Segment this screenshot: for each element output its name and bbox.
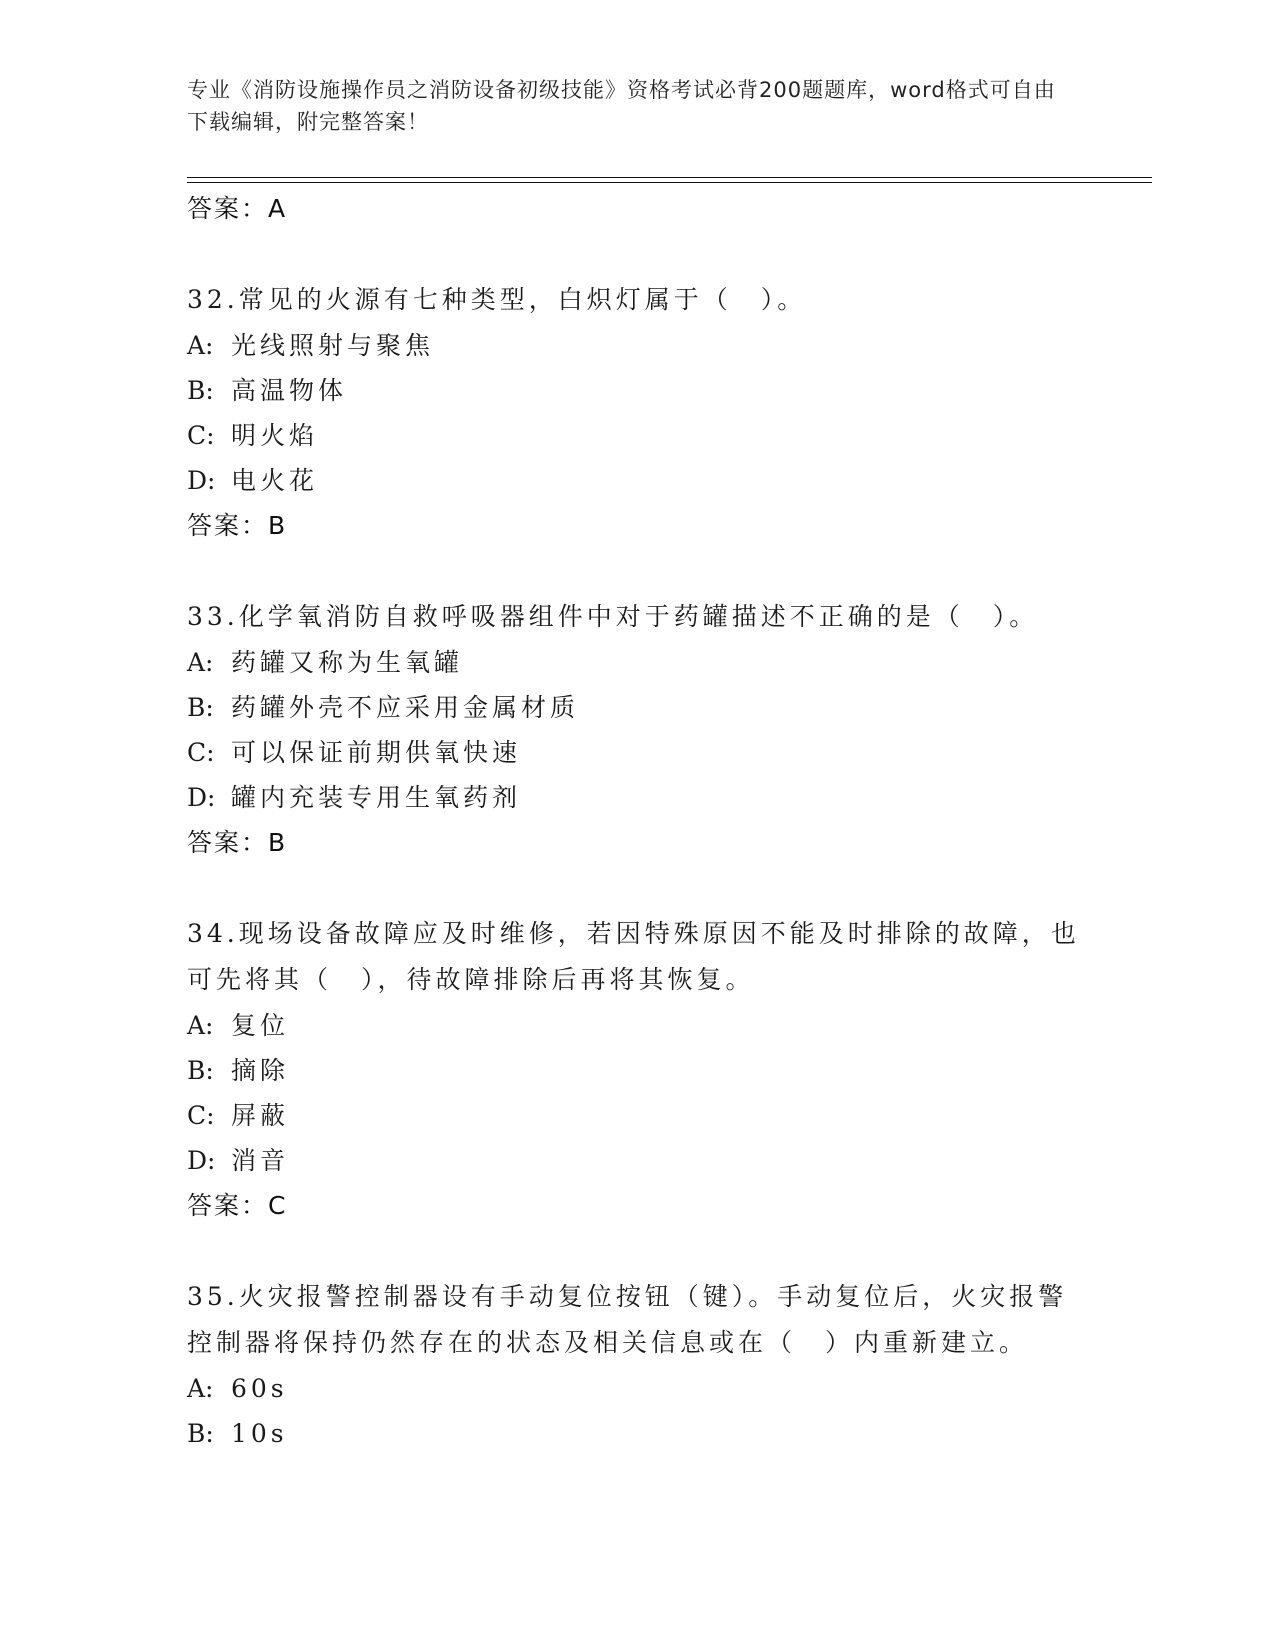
document-header: 专业《消防设施操作员之消防设备初级技能》资格考试必背200题题库，word格式可自由下载编辑，附完整答案！ bbox=[187, 78, 1056, 134]
answer-line-31 bbox=[187, 186, 1087, 232]
option-label: A: bbox=[187, 1374, 214, 1403]
option-text: 复位 bbox=[231, 1011, 290, 1040]
option-label: B: bbox=[187, 1419, 214, 1448]
option-text: 可以保证前期供氧快速 bbox=[231, 738, 522, 767]
option-text: 高温物体 bbox=[231, 376, 348, 405]
question-34 bbox=[187, 911, 1087, 1229]
option-label: B: bbox=[187, 693, 214, 722]
option-d bbox=[187, 1138, 1087, 1183]
option-text: 罐内充装专用生氧药剂 bbox=[231, 783, 522, 812]
option-text: 电火花 bbox=[231, 466, 319, 495]
answer-prefix: 答案： bbox=[187, 511, 269, 540]
answer-prefix: 答案： bbox=[187, 194, 269, 223]
question-number: 35. bbox=[187, 1282, 239, 1311]
option-label: A: bbox=[187, 1011, 214, 1040]
answer-value: C bbox=[268, 1191, 288, 1220]
option-label: A: bbox=[187, 648, 214, 677]
option-text: 摘除 bbox=[231, 1056, 290, 1085]
option-label: B: bbox=[187, 1056, 214, 1085]
option-d bbox=[187, 775, 1087, 820]
question-35 bbox=[187, 1274, 1087, 1456]
question-33 bbox=[187, 594, 1087, 866]
option-label: C: bbox=[187, 738, 215, 767]
option-b bbox=[187, 1048, 1087, 1093]
question-text: 化学氧消防自救呼吸器组件中对于药罐描述不正确的是（ ）。 bbox=[238, 602, 1039, 631]
answer-line bbox=[187, 1183, 1087, 1229]
question-32 bbox=[187, 277, 1087, 549]
question-text: 常见的火源有七种类型，白炽灯属于（ ）。 bbox=[238, 285, 807, 314]
question-number: 34. bbox=[187, 919, 239, 948]
answer-value: B bbox=[268, 828, 288, 857]
answer-line bbox=[187, 820, 1087, 866]
option-c bbox=[187, 730, 1087, 775]
option-text: 屏蔽 bbox=[231, 1101, 290, 1130]
answer-prefix: 答案： bbox=[187, 1191, 269, 1220]
question-stem bbox=[187, 1274, 1087, 1366]
option-text: 60s bbox=[231, 1374, 288, 1403]
option-label: B: bbox=[187, 376, 214, 405]
option-label: D: bbox=[187, 466, 216, 495]
option-text: 10s bbox=[231, 1419, 288, 1448]
option-a bbox=[187, 1366, 1087, 1411]
question-stem bbox=[187, 594, 1087, 640]
option-text: 消音 bbox=[231, 1146, 290, 1175]
option-a bbox=[187, 1003, 1087, 1048]
answer-prefix: 答案： bbox=[187, 828, 269, 857]
option-label: D: bbox=[187, 1146, 216, 1175]
header-rule-top bbox=[187, 177, 1152, 178]
option-text: 药罐外壳不应采用金属材质 bbox=[231, 693, 580, 722]
option-b bbox=[187, 368, 1087, 413]
question-number: 32. bbox=[187, 285, 239, 314]
option-a bbox=[187, 323, 1087, 368]
option-label: A: bbox=[187, 331, 214, 360]
option-b bbox=[187, 1411, 1087, 1456]
option-c bbox=[187, 413, 1087, 458]
option-label: C: bbox=[187, 421, 215, 450]
option-text: 药罐又称为生氧罐 bbox=[231, 648, 464, 677]
option-a bbox=[187, 640, 1087, 685]
question-stem bbox=[187, 911, 1087, 1003]
option-label: D: bbox=[187, 783, 216, 812]
option-text: 明火焰 bbox=[231, 421, 319, 450]
option-text: 光线照射与聚焦 bbox=[231, 331, 435, 360]
header-rule-bottom bbox=[187, 182, 1152, 183]
question-number: 33. bbox=[187, 602, 239, 631]
answer-value: B bbox=[268, 511, 288, 540]
answer-line bbox=[187, 503, 1087, 549]
option-b bbox=[187, 685, 1087, 730]
option-d bbox=[187, 458, 1087, 503]
option-label: C: bbox=[187, 1101, 215, 1130]
question-text: 现场设备故障应及时维修，若因特殊原因不能及时排除的故障，也可先将其（ ），待故障排除后再将其恢复。 bbox=[187, 919, 1080, 994]
document-body bbox=[187, 186, 1087, 1456]
option-c bbox=[187, 1093, 1087, 1138]
answer-value: A bbox=[268, 194, 288, 223]
question-text: 火灾报警控制器设有手动复位按钮（键）。手动复位后，火灾报警控制器将保持仍然存在的状态及相关信息或在（ ）内重新建立。 bbox=[187, 1282, 1068, 1357]
question-stem bbox=[187, 277, 1087, 323]
